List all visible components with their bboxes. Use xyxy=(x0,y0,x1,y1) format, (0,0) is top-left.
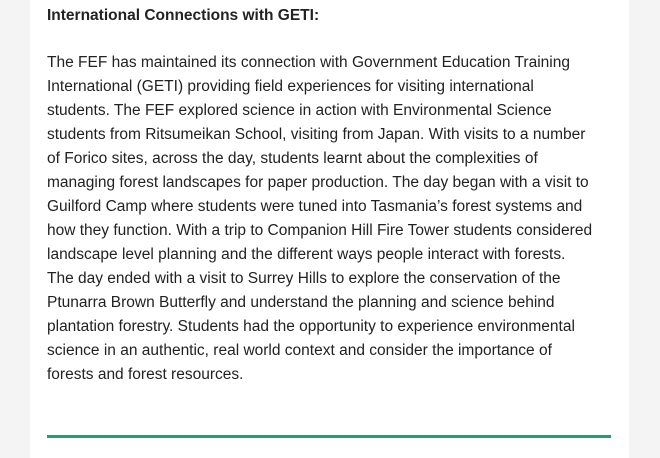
section-heading: International Connections with GETI: xyxy=(47,7,320,24)
paragraph-line: The day ended with a visit to Surrey Hills to explore the conservation of the xyxy=(47,270,561,287)
paragraph-line: The FEF has maintained its connection with Government Education Training xyxy=(47,54,570,71)
paragraph-line: of Forico sites, across the day, students learnt about the complexities of xyxy=(47,150,538,167)
paragraph-line: Ptunarra Brown Butterfly and understand the planning and science behind xyxy=(47,294,555,311)
section-divider xyxy=(47,435,611,438)
content-panel xyxy=(30,0,629,458)
paragraph-line: how they function. With a trip to Companion Hill Fire Tower students considered xyxy=(47,222,593,239)
paragraph-line: plantation forestry. Students had the opportunity to experience environmental xyxy=(47,318,575,335)
paragraph-line: students from Ritsumeikan School, visiting from Japan. With visits to a number xyxy=(47,126,586,143)
paragraph-line: landscape level planning and the different ways people interact with forests. xyxy=(47,246,566,263)
paragraph-line: science in an authentic, real world context and consider the importance of xyxy=(47,342,552,359)
paragraph-line: forests and forest resources. xyxy=(47,366,244,383)
paragraph-line: managing forest landscapes for paper production. The day began with a visit to xyxy=(47,174,589,191)
paragraph-line: students. The FEF explored science in action with Environmental Science xyxy=(47,102,552,119)
paragraph-line: International (GETI) providing field experiences for visiting international xyxy=(47,78,534,95)
article-paragraph xyxy=(47,51,627,387)
paragraph-line: Guilford Camp where students were tuned into Tasmania’s forest systems and xyxy=(47,198,583,215)
